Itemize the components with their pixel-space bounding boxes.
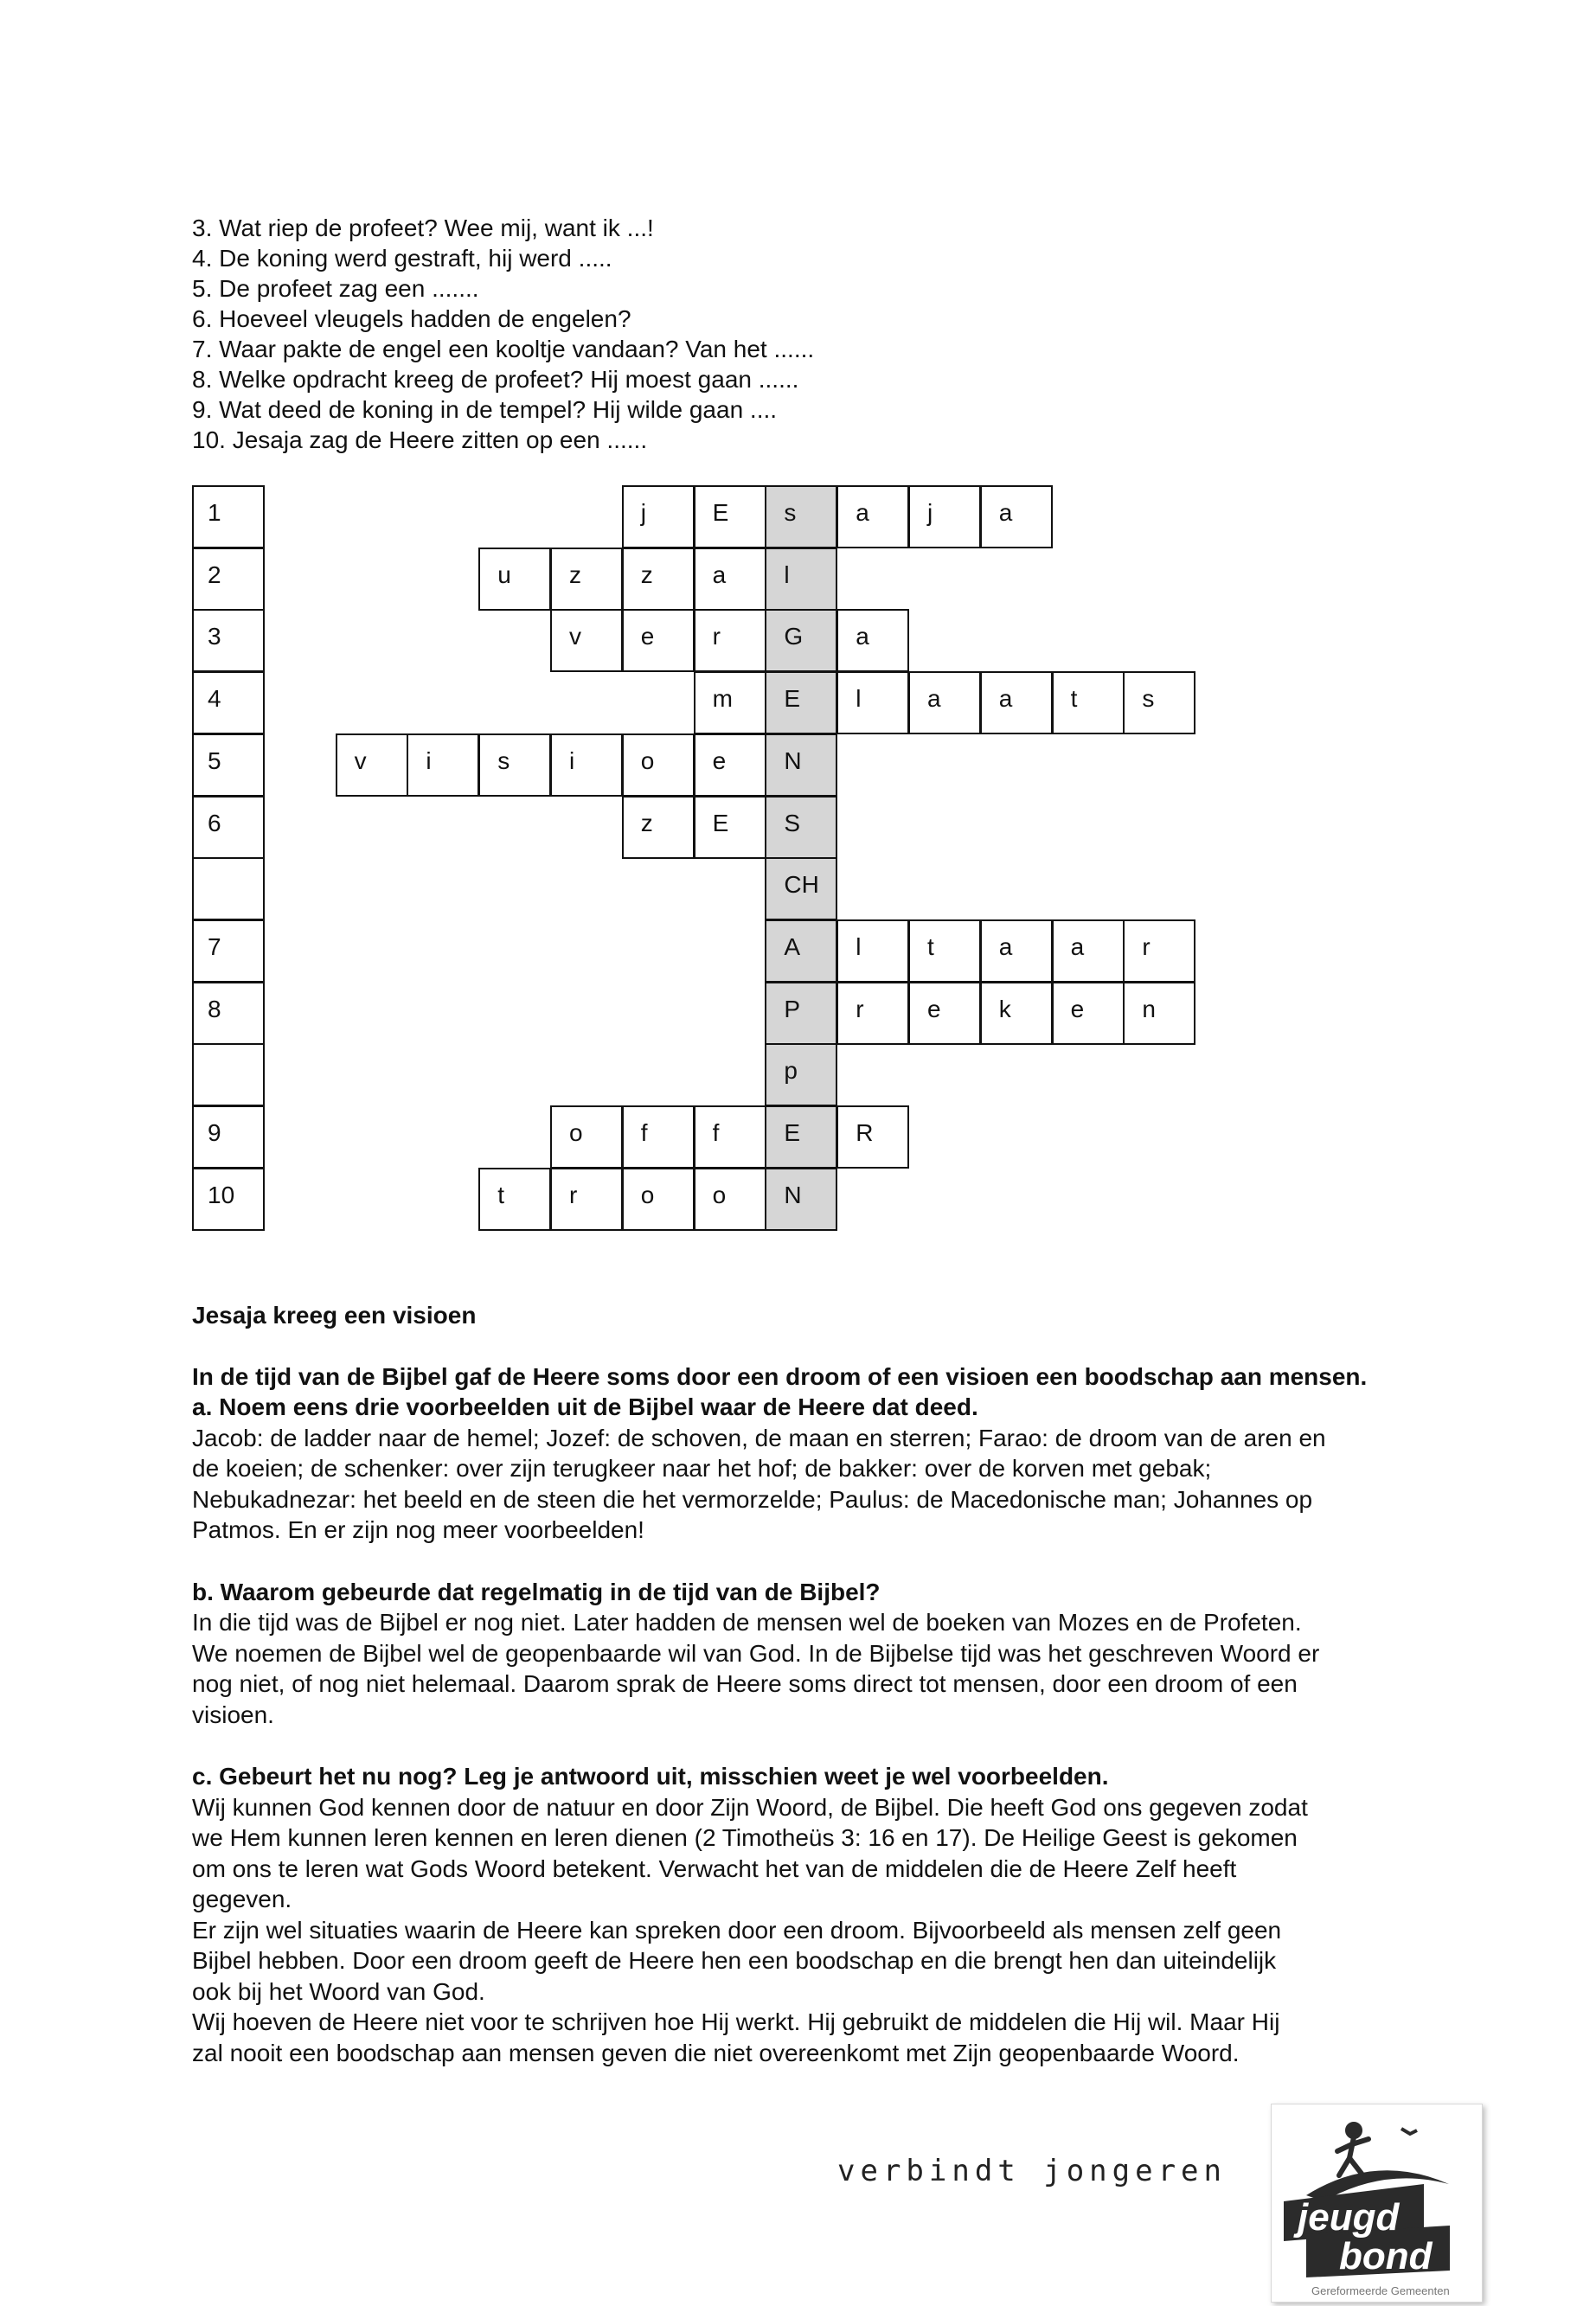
cell-letter: z: [640, 809, 653, 836]
answer-c-line: Wij hoeven de Heere niet voor te schrijven hoe Hij werkt. Hij gebruikt de middelen die Hij wil. Maar Hij: [192, 2008, 1280, 2035]
row-number-cell: [192, 1043, 265, 1106]
letter-cell[interactable]: [336, 733, 408, 797]
row-number: 2: [208, 560, 221, 588]
section-title: Jesaja kreeg een visioen: [192, 1302, 477, 1329]
row-number: 7: [208, 932, 221, 960]
cell-letter: l: [784, 560, 790, 588]
cell-letter: u: [497, 560, 511, 588]
letter-cell[interactable]: [836, 1105, 909, 1169]
cell-letter: o: [569, 1119, 583, 1146]
cell-letter: o: [640, 746, 655, 774]
row-number: 3: [208, 623, 221, 650]
clue-item: 7. Waar pakte de engel een kooltje vandaan? Van het ......: [192, 336, 815, 362]
cell-letter: o: [640, 1181, 655, 1208]
row-number-cell: [192, 548, 265, 611]
letter-cell[interactable]: [622, 1168, 695, 1231]
cell-letter: j: [640, 499, 647, 526]
solution-cell[interactable]: [765, 857, 837, 920]
letter-cell[interactable]: [836, 671, 909, 734]
cell-letter: v: [354, 746, 367, 774]
cell-letter: a: [998, 499, 1013, 526]
cell-letter: z: [640, 560, 653, 588]
solution-cell[interactable]: [765, 1043, 837, 1106]
cell-letter: e: [927, 995, 941, 1022]
letter-cell[interactable]: [980, 485, 1053, 548]
answer-a-line: Patmos. En er zijn nog meer voorbeelden!: [192, 1516, 644, 1543]
letter-cell[interactable]: [1123, 671, 1195, 734]
cell-letter: z: [569, 560, 581, 588]
solution-cell[interactable]: [765, 919, 837, 983]
cell-letter: a: [927, 685, 941, 713]
letter-cell[interactable]: [478, 733, 551, 797]
row-number-cell: [192, 1168, 265, 1231]
cell-letter: o: [712, 1181, 727, 1208]
cell-letter: N: [784, 746, 802, 774]
letter-cell[interactable]: [622, 485, 695, 548]
answer-c-line: ook bij het Woord van God.: [192, 1977, 485, 2005]
cell-letter: a: [712, 560, 727, 588]
letter-cell[interactable]: [1052, 671, 1125, 734]
solution-cell[interactable]: [765, 733, 837, 797]
row-number: 9: [208, 1119, 221, 1146]
logo-bird-icon: [1401, 2129, 1417, 2134]
letter-cell[interactable]: [622, 548, 695, 611]
cell-letter: a: [1070, 932, 1085, 960]
answer-c-line: Er zijn wel situaties waarin de Heere kan spreken door een droom. Bijvoorbeeld als mensen zelf geen: [192, 1916, 1282, 1944]
row-number: 8: [208, 995, 221, 1022]
cell-letter: S: [784, 809, 801, 836]
answer-a-line: de koeien; de schenker: over zijn terugkeer naar het hof; de bakker: over de korven met gebak;: [192, 1455, 1212, 1482]
answer-b-line: We noemen de Bijbel wel de geopenbaarde wil van God. In de Bijbelse tijd was het geschreven Woord er: [192, 1639, 1320, 1667]
cell-letter: e: [712, 746, 727, 774]
row-number-cell: [192, 982, 265, 1045]
row-number-cell: [192, 609, 265, 672]
cell-letter: E: [784, 685, 801, 713]
answer-c-line: gegeven.: [192, 1886, 292, 1912]
cell-letter: t: [927, 932, 934, 960]
cell-letter: i: [569, 746, 575, 774]
letter-cell[interactable]: [694, 1105, 766, 1169]
answer-c-line: Bijbel hebben. Door een droom geeft de Heere hen een boodschap en die brengt hen dan uiteindelijk: [192, 1947, 1277, 1974]
cell-letter: P: [784, 995, 801, 1022]
question-b: b. Waarom gebeurde dat regelmatig in de tijd van de Bijbel?: [192, 1578, 881, 1605]
cell-letter: j: [927, 499, 933, 526]
solution-cell[interactable]: [765, 485, 837, 548]
row-number-cell: [192, 857, 265, 920]
letter-cell[interactable]: [694, 733, 766, 797]
letter-cell[interactable]: [908, 485, 981, 548]
row-number-cell: [192, 733, 265, 797]
solution-cell[interactable]: [765, 671, 837, 734]
cell-letter: E: [712, 809, 729, 836]
cell-letter: v: [569, 623, 581, 650]
question-c: c. Gebeurt het nu nog? Leg je antwoord uit, misschien weet je wel voorbeelden.: [192, 1763, 1109, 1790]
cell-letter: a: [856, 499, 869, 526]
logo-figure-icon: [1337, 2124, 1368, 2175]
cell-letter: m: [712, 685, 733, 713]
letter-cell[interactable]: [694, 609, 766, 672]
answer-a-line: Jacob: de ladder naar de hemel; Jozef: de schoven, de maan en sterren; Farao: de droom van de aren en: [192, 1424, 1326, 1451]
letter-cell[interactable]: [478, 1168, 551, 1231]
letter-cell[interactable]: [622, 796, 695, 859]
solution-cell[interactable]: [765, 1105, 837, 1169]
letter-cell[interactable]: [478, 548, 551, 611]
cell-letter: r: [712, 623, 721, 650]
letter-cell[interactable]: [836, 485, 909, 548]
letter-cell[interactable]: [622, 733, 695, 797]
row-number: 1: [208, 499, 221, 526]
letter-cell[interactable]: [550, 609, 623, 672]
cell-letter: G: [784, 623, 804, 650]
letter-cell[interactable]: [550, 733, 623, 797]
cell-letter: E: [784, 1119, 801, 1146]
cell-letter: s: [784, 499, 797, 526]
row-number-cell: [192, 485, 265, 548]
cell-letter: f: [640, 1119, 648, 1146]
logo-text-jeugd: jeugd: [1298, 2196, 1400, 2239]
letter-cell[interactable]: [550, 548, 623, 611]
jeugdbond-logo: [1271, 2104, 1483, 2303]
row-number: 10: [208, 1181, 235, 1208]
answer-c-line: Wij kunnen God kennen door de natuur en door Zijn Woord, de Bijbel. Die heeft God ons gegeven zodat: [192, 1793, 1308, 1821]
letter-cell[interactable]: [694, 1168, 766, 1231]
cell-letter: e: [640, 623, 655, 650]
cell-letter: r: [856, 995, 864, 1022]
cell-letter: N: [784, 1181, 802, 1208]
answer-c-line: om ons te leren wat Gods Woord betekent. Verwacht het van de middelen die de Heere Zelf heeft: [192, 1854, 1237, 1882]
cell-letter: f: [712, 1119, 720, 1146]
solution-cell[interactable]: [765, 609, 837, 672]
solution-cell[interactable]: [765, 548, 837, 611]
tagline: verbindt jongeren: [837, 2154, 1227, 2188]
row-number-cell: [192, 796, 265, 859]
letter-cell[interactable]: [980, 919, 1053, 983]
cell-letter: R: [856, 1119, 874, 1146]
cell-letter: l: [856, 685, 862, 713]
letter-cell[interactable]: [980, 982, 1053, 1045]
letter-cell[interactable]: [1123, 919, 1195, 983]
clue-item: 6. Hoeveel vleugels hadden de engelen?: [192, 305, 631, 332]
cell-letter: e: [1070, 995, 1085, 1022]
letter-cell[interactable]: [622, 609, 695, 672]
letter-cell[interactable]: [622, 1105, 695, 1169]
letter-cell[interactable]: [1052, 982, 1125, 1045]
letter-cell[interactable]: [836, 609, 909, 672]
logo-subtitle: Gereformeerde Gemeenten: [1311, 2284, 1450, 2297]
row-number: 6: [208, 809, 221, 836]
clue-item: 4. De koning werd gestraft, hij werd .....: [192, 245, 612, 272]
solution-cell[interactable]: [765, 982, 837, 1045]
cell-letter: CH: [784, 871, 819, 899]
letter-cell[interactable]: [694, 671, 766, 734]
letter-cell[interactable]: [980, 671, 1053, 734]
clue-item: 10. Jesaja zag de Heere zitten op een ......: [192, 426, 648, 453]
clue-item: 3. Wat riep de profeet? Wee mij, want ik ...!: [192, 215, 654, 241]
answer-a-line: Nebukadnezar: het beeld en de steen die het vermorzelde; Paulus: de Macedonische man; Johannes op: [192, 1485, 1313, 1513]
row-number: 4: [208, 685, 221, 713]
clue-item: 8. Welke opdracht kreeg de profeet? Hij moest gaan ......: [192, 366, 799, 393]
cell-letter: i: [426, 746, 432, 774]
cell-letter: E: [712, 499, 729, 526]
letter-cell[interactable]: [1123, 982, 1195, 1045]
answer-c-line: we Hem kunnen leren kennen en leren dienen (2 Timotheüs 3: 16 en 17). De Heilige Geest is gekomen: [192, 1824, 1298, 1851]
clue-item: 9. Wat deed de koning in de tempel? Hij wilde gaan ....: [192, 396, 778, 423]
row-number: 5: [208, 746, 221, 774]
clue-item: 5. De profeet zag een .......: [192, 275, 479, 302]
row-number-cell: [192, 671, 265, 734]
question-a: a. Noem eens drie voorbeelden uit de Bijbel waar de Heere dat deed.: [192, 1393, 978, 1420]
cell-letter: A: [784, 932, 801, 960]
solution-cell[interactable]: [765, 796, 837, 859]
answer-b-line: In die tijd was de Bijbel er nog niet. Later hadden de mensen wel de boeken van Mozes en de Profeten.: [192, 1609, 1302, 1636]
answer-b-line: visioen.: [192, 1701, 274, 1728]
cell-letter: a: [998, 685, 1013, 713]
answer-c-line: zal nooit een boodschap aan mensen geven die niet overeenkomt met Zijn geopenbaarde Woord.: [192, 2039, 1240, 2066]
cell-letter: a: [998, 932, 1013, 960]
solution-cell[interactable]: [765, 1168, 837, 1231]
letter-cell[interactable]: [908, 671, 981, 734]
logo-text-bond: bond: [1339, 2235, 1433, 2277]
cell-letter: s: [497, 746, 510, 774]
letter-cell[interactable]: [407, 733, 479, 797]
letter-cell[interactable]: [694, 548, 766, 611]
letter-cell[interactable]: [550, 1105, 623, 1169]
section-intro: In de tijd van de Bijbel gaf de Heere soms door een droom of een visioen een boodschap aan mensen.: [192, 1362, 1368, 1390]
letter-cell[interactable]: [694, 485, 766, 548]
letter-cell[interactable]: [908, 919, 981, 983]
letter-cell[interactable]: [836, 982, 909, 1045]
letter-cell[interactable]: [908, 982, 981, 1045]
letter-cell[interactable]: [1052, 919, 1125, 983]
answer-b-line: nog niet, of nog niet helemaal. Daarom sprak de Heere soms direct tot mensen, door een droom of een: [192, 1670, 1298, 1697]
cell-letter: n: [1142, 995, 1156, 1022]
letter-cell[interactable]: [836, 919, 909, 983]
cell-letter: t: [1070, 685, 1078, 713]
cell-letter: r: [1142, 932, 1151, 960]
cell-letter: s: [1142, 685, 1155, 713]
cell-letter: p: [784, 1057, 798, 1085]
row-number-cell: [192, 1105, 265, 1169]
visioen-section: [192, 1300, 1420, 2068]
letter-cell[interactable]: [694, 796, 766, 859]
letter-cell[interactable]: [550, 1168, 623, 1231]
logo-graphic: [1272, 2104, 1482, 2302]
cell-letter: l: [856, 932, 862, 960]
cell-letter: k: [998, 995, 1011, 1022]
cell-letter: r: [569, 1181, 578, 1208]
cell-letter: a: [856, 623, 869, 650]
row-number-cell: [192, 919, 265, 983]
cell-letter: t: [497, 1181, 504, 1208]
